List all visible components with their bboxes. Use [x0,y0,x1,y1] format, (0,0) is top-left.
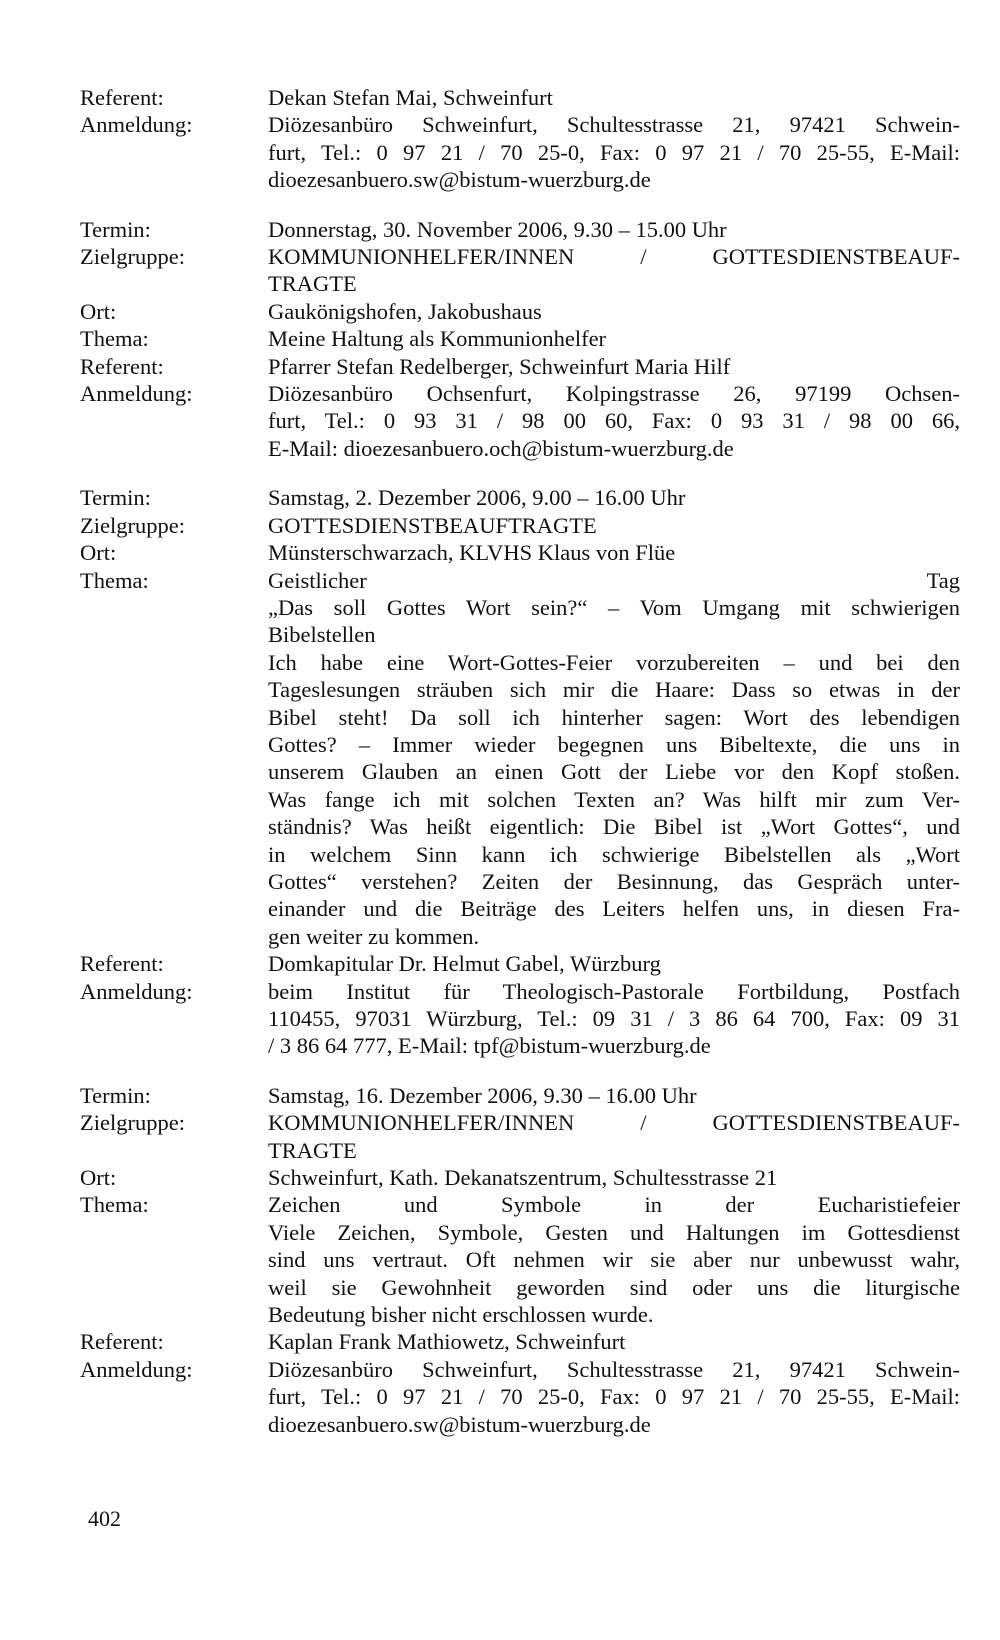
entry-row [80,216,960,243]
entry-label: Thema: [80,1192,149,1218]
event-block [80,216,960,463]
entry-label: Zielgruppe: [80,1110,185,1136]
text-line: Gottes? – Immer wieder begegnen uns Bibeltexte, die uns in [268,731,960,757]
entry-value [268,380,960,462]
text-line: einander und die Beiträge des Leiters helfen uns, in diesen Fra- [268,896,960,922]
text-line: dioezesanbuero.sw@bistum-wuerzburg.de [268,167,651,193]
entry-label: Referent: [80,85,164,110]
entry-row [80,1082,960,1109]
entry-value [268,950,960,977]
entry-label: Referent: [80,1329,164,1355]
entry-row [80,1356,960,1438]
text-line: Pfarrer Stefan Redelberger, Schweinfurt Maria Hilf [268,353,731,379]
entry-row [80,567,960,951]
text-line: Ich habe eine Wort-Gottes-Feier vorzubereiten – und bei den [268,649,960,675]
entry-row [80,380,960,462]
entry-row [80,84,960,111]
entry-row [80,298,960,325]
text-line: GOTTESDIENSTBEAUFTRAGTE [268,512,597,538]
text-line: sind uns vertraut. Oft nehmen wir sie aber nur unbewusst wahr, [268,1247,960,1273]
text-line: Kaplan Frank Mathiowetz, Schweinfurt [268,1329,626,1355]
text-line: furt, Tel.: 0 97 21 / 70 25-0, Fax: 0 97 21 / 70 25-55, E-Mail: [268,1384,960,1410]
entry-row [80,353,960,380]
event-block [80,1082,960,1438]
text-line: Diözesanbüro Ochsenfurt, Kolpingstrasse 26, 97199 Ochsen- [268,381,960,407]
text-line: TRAGTE [268,271,357,297]
entry-value [268,1082,960,1109]
document-page [80,84,960,1460]
event-block [80,484,960,1060]
entry-value [268,353,960,380]
entry-label: Referent: [80,951,164,977]
entry-row [80,325,960,352]
entry-label: Anmeldung: [80,112,193,138]
text-line: Dekan Stefan Mai, Schweinfurt [268,85,553,110]
text-line: Domkapitular Dr. Helmut Gabel, Würzburg [268,951,661,977]
entry-label: Referent: [80,353,164,379]
text-line: Gaukönigshofen, Jakobushaus [268,298,542,324]
text-line: Münsterschwarzach, KLVHS Klaus von Flüe [268,540,676,566]
entry-value [268,567,960,951]
entry-label: Anmeldung: [80,381,193,407]
page-number: 402 [88,1506,121,1531]
text-line: ständnis? Was heißt eigentlich: Die Bibel ist „Wort Gottes“, und [268,814,960,840]
entry-row [80,243,960,298]
text-line: unserem Glauben an einen Gott der Liebe vor den Kopf stoßen. [268,759,960,785]
entry-label: Thema: [80,326,149,352]
text-line: gen weiter zu kommen. [268,923,480,949]
entry-value [268,1328,960,1355]
entry-row [80,1191,960,1328]
entry-value [268,484,960,511]
entry-label: Ort: [80,1165,117,1191]
entry-row [80,484,960,511]
text-line: Bibel steht! Da soll ich hinterher sagen: Wort des lebendigen [268,704,960,730]
text-line: Bedeutung bisher nicht erschlossen wurde. [268,1302,654,1328]
entry-value [268,111,960,193]
entry-label: Thema: [80,567,149,593]
text-line: Diözesanbüro Schweinfurt, Schultesstrasse 21, 97421 Schwein- [268,112,960,138]
entry-label: Anmeldung: [80,978,193,1004]
entry-label: Termin: [80,1082,151,1108]
text-line: furt, Tel.: 0 97 21 / 70 25-0, Fax: 0 97 21 / 70 25-55, E-Mail: [268,139,960,165]
text-line: Tageslesungen sträuben sich mir die Haare: Dass so etwas in der [268,677,960,703]
text-line: Was fange ich mit solchen Texten an? Was hilft mir zum Ver- [268,786,960,812]
entry-row [80,512,960,539]
text-line: 110455, 97031 Würzburg, Tel.: 09 31 / 3 86 64 700, Fax: 09 31 [268,1006,960,1031]
text-line: Meine Haltung als Kommunionhelfer [268,326,607,352]
text-line: Donnerstag, 30. November 2006, 9.30 – 15.00 Uhr [268,216,727,242]
event-block [80,84,960,194]
entry-value [268,539,960,566]
text-line: furt, Tel.: 0 93 31 / 98 00 60, Fax: 0 93 31 / 98 00 66, [268,408,960,434]
entry-label: Termin: [80,216,151,242]
text-line: Geistlicher Tag [268,567,960,593]
entry-label: Zielgruppe: [80,244,185,270]
entry-row [80,950,960,977]
text-line: dioezesanbuero.sw@bistum-wuerzburg.de [268,1411,651,1437]
text-line: Viele Zeichen, Symbole, Gesten und Haltungen im Gottesdienst [268,1219,960,1245]
entry-row [80,111,960,193]
entry-label: Termin: [80,485,151,511]
text-line: weil sie Gewohnheit geworden sind oder uns die liturgische [268,1274,960,1300]
entry-value [268,1356,960,1438]
text-line: / 3 86 64 777, E-Mail: tpf@bistum-wuerzburg.de [268,1033,711,1059]
text-line: in welchem Sinn kann ich schwierige Bibelstellen als „Wort [268,841,960,867]
text-line: Zeichen und Symbole in der Eucharistiefeier [268,1192,960,1218]
text-line: Samstag, 2. Dezember 2006, 9.00 – 16.00 Uhr [268,485,686,511]
entry-value [268,978,960,1060]
entry-value [268,512,960,539]
entry-row [80,1164,960,1191]
entry-row [80,1328,960,1355]
entry-label: Zielgruppe: [80,512,185,538]
entry-value [268,216,960,243]
entry-row [80,978,960,1060]
text-line: „Das soll Gottes Wort sein?“ – Vom Umgang mit schwierigen [268,594,960,620]
entry-row [80,1109,960,1164]
entry-value [268,84,960,111]
entry-value [268,1109,960,1164]
entry-value [268,325,960,352]
entry-label: Ort: [80,540,117,566]
text-line: KOMMUNIONHELFER/INNEN / GOTTESDIENSTBEAUF- [268,244,960,270]
text-line: TRAGTE [268,1137,357,1163]
text-line: KOMMUNIONHELFER/INNEN / GOTTESDIENSTBEAUF- [268,1110,960,1136]
text-line: Schweinfurt, Kath. Dekanatszentrum, Schultesstrasse 21 [268,1165,778,1191]
entry-label: Anmeldung: [80,1356,193,1382]
entry-value [268,298,960,325]
text-line: E-Mail: dioezesanbuero.och@bistum-wuerzburg.de [268,435,734,461]
text-line: Gottes“ verstehen? Zeiten der Besinnung, das Gespräch unter- [268,868,960,894]
entry-label: Ort: [80,298,117,324]
text-line: Diözesanbüro Schweinfurt, Schultesstrasse 21, 97421 Schwein- [268,1356,960,1382]
entry-value [268,1164,960,1191]
entry-row [80,539,960,566]
text-line: Bibelstellen [268,622,376,648]
entry-value [268,243,960,298]
text-line: Samstag, 16. Dezember 2006, 9.30 – 16.00 Uhr [268,1082,697,1108]
text-line: beim Institut für Theologisch-Pastorale Fortbildung, Postfach [268,978,960,1004]
entry-value [268,1191,960,1328]
